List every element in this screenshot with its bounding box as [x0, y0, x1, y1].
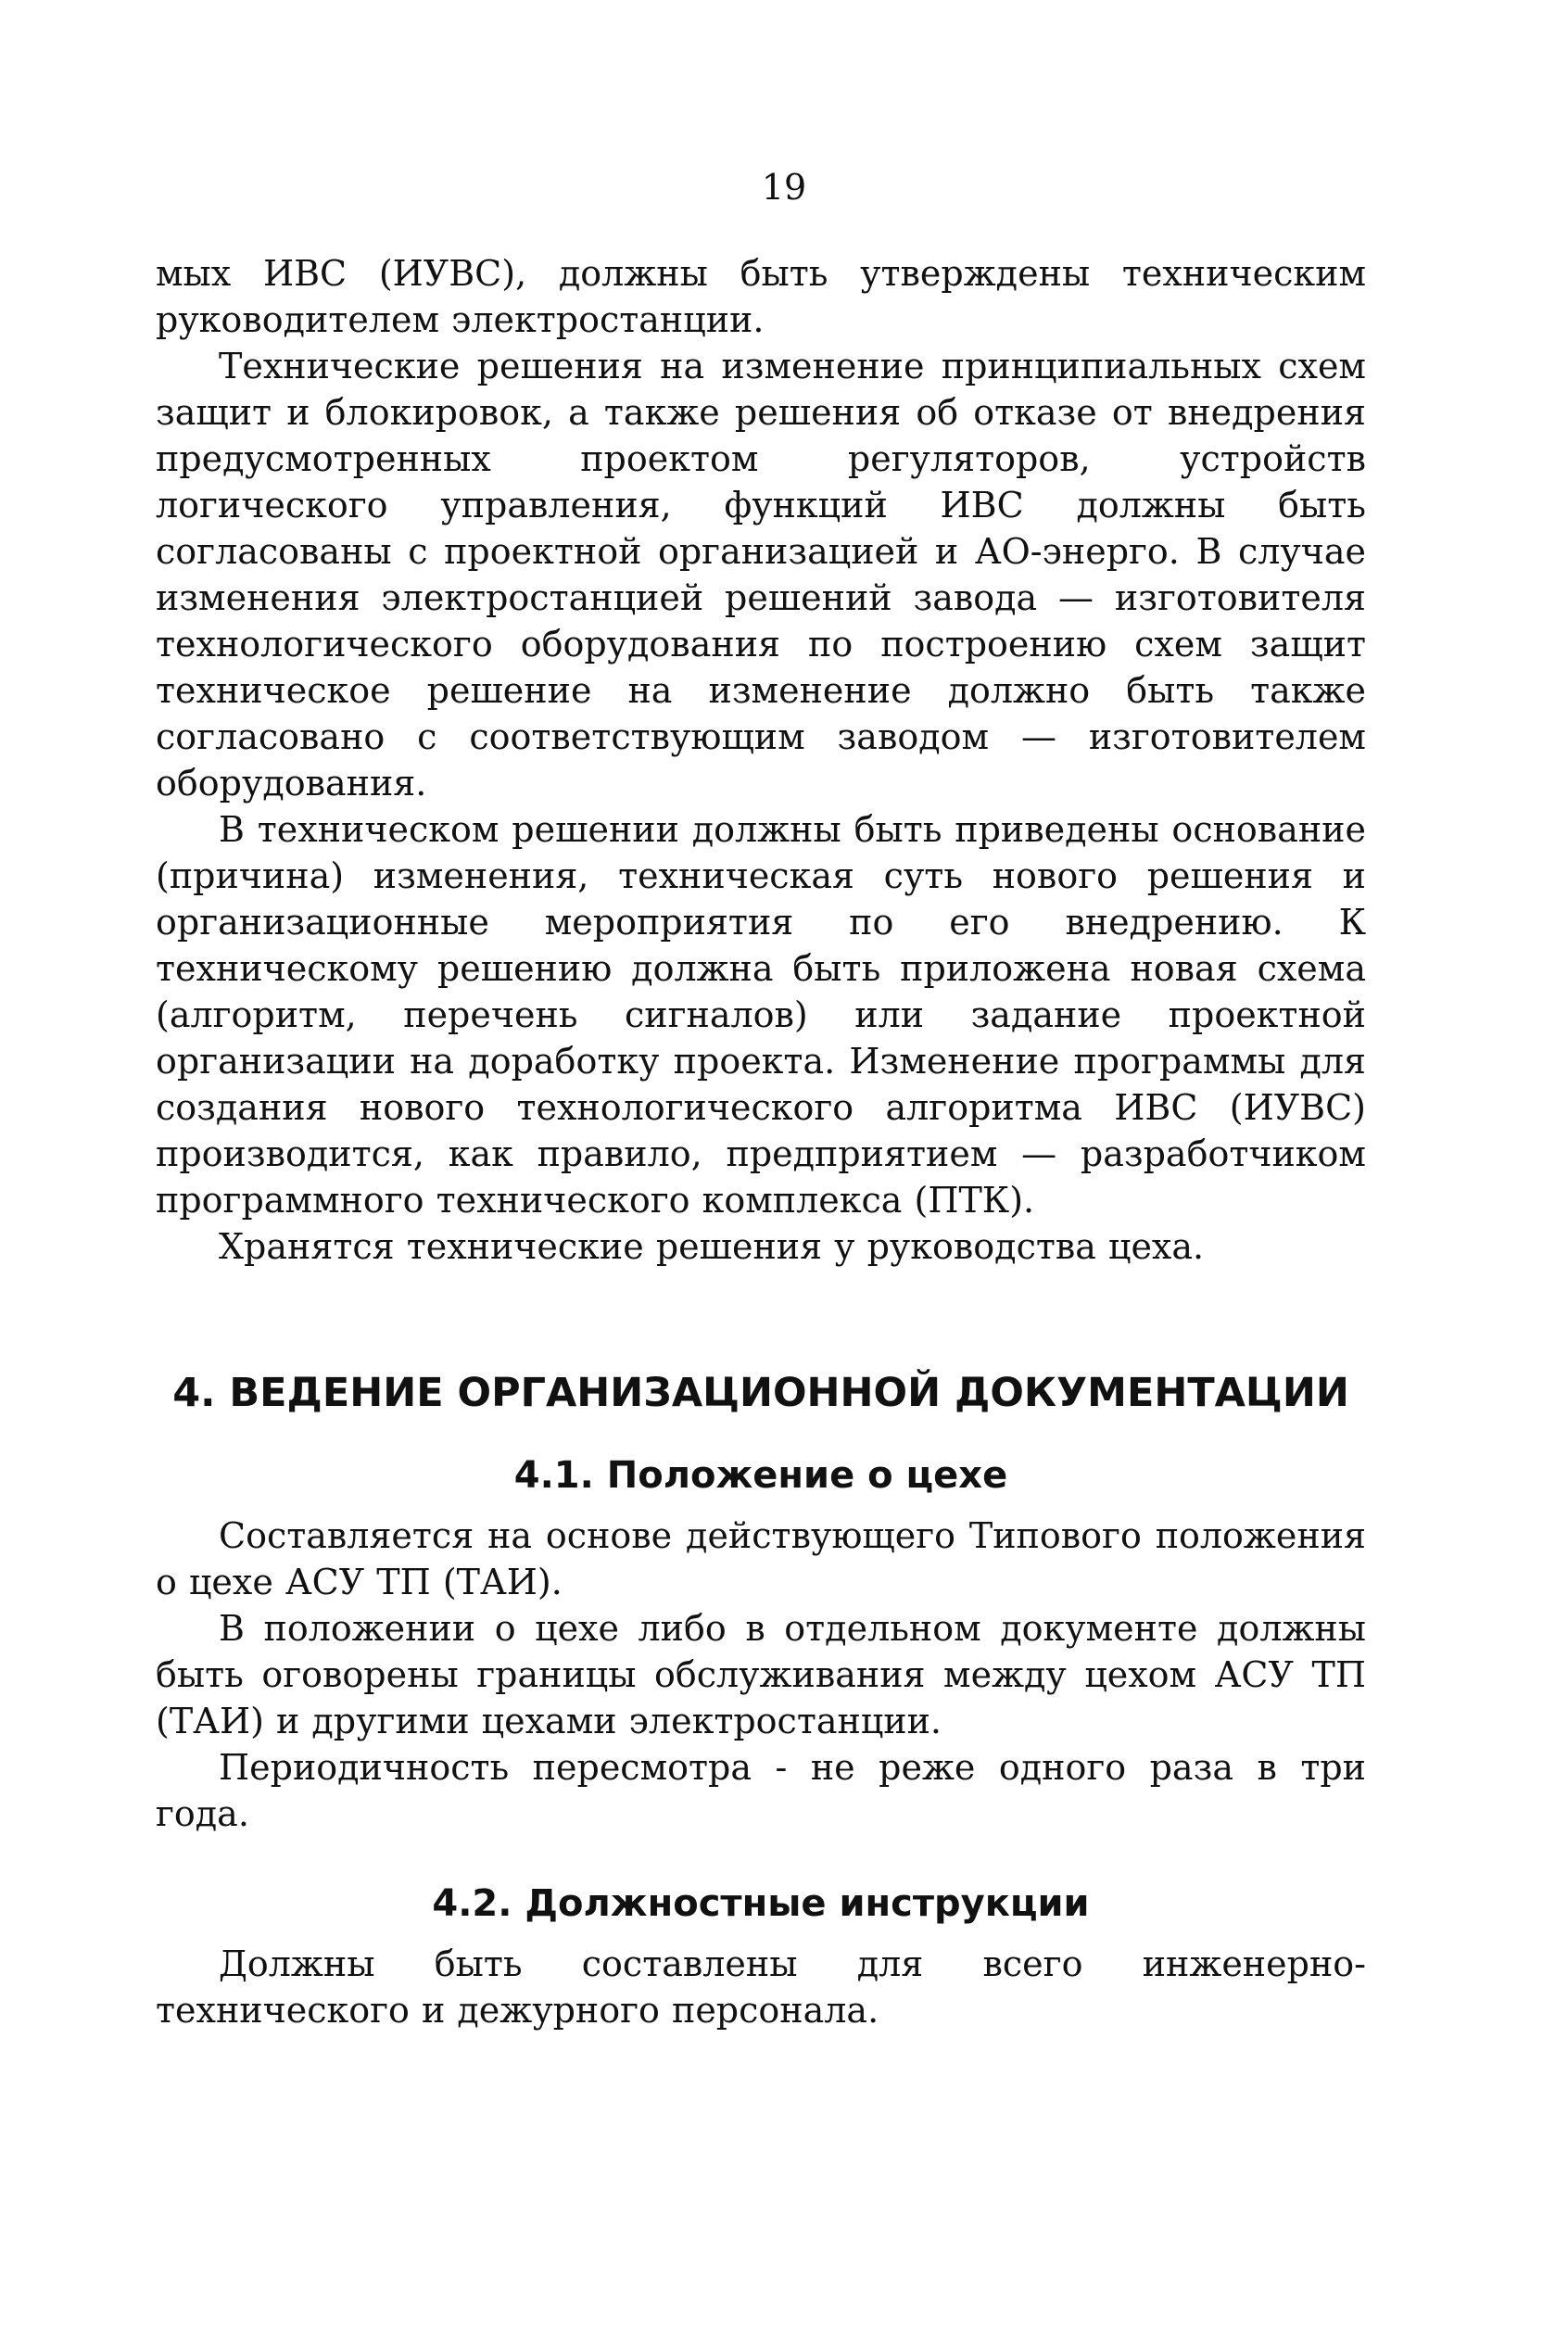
paragraph-service-boundaries: В положении о цехе либо в отдельном документе должны быть оговорены границы обслуживания между цехом АСУ ТП (ТАИ) и другими цехами электростанции. — [156, 1608, 1366, 1741]
paragraph-decision-contents: В техническом решении должны быть приведены основание (причина) изменения, техническая суть нового решения и организационные мероприятия по его внедрению. К техническому решению должна быть приложена новая схема (алгоритм, перечень сигналов) или задание проектной организации на доработку проекта. Изменение программы для создания нового технологического алгоритма ИВС (ИУВС) производится, как правило, предприятием — разработчиком программного технического комплекса (ПТК). — [156, 809, 1366, 1221]
paragraph-regulation-basis: Составляется на основе действующего Типового положения о цехе АСУ ТП (ТАИ). — [156, 1515, 1366, 1602]
page-number: 19 — [761, 167, 807, 208]
paragraph-continuation: мых ИВС (ИУВС), должны быть утверждены техническим руководителем электростанции. — [156, 253, 1366, 340]
subsection-title-workshop-regulation: 4.1. Положение о цехе — [513, 1454, 1008, 1497]
page-content — [156, 250, 1366, 2033]
subsection-title-job-instructions: 4.2. Должностные инструкции — [432, 1882, 1090, 1925]
paragraph-review-period: Периодичность пересмотра - не реже одного раза в три года. — [156, 1747, 1366, 1834]
paragraph-technical-decisions: Технические решения на изменение принципиальных схем защит и блокировок, а также решения об отказе от внедрения предусмотренных проектом регуляторов, устройств логического управления, функций ИВС должны быть согласованы с проектной организацией и АО-энерго. В случае изменения электростанцией решений завода — изготовителя технологического оборудования по построению схем защит техническое решение на изменение должно быть также согласовано с соответствующим заводом — изготовителем оборудования. — [156, 346, 1366, 804]
paragraph-storage: Хранятся технические решения у руководства цеха. — [219, 1226, 1205, 1267]
section-title: 4. ВЕДЕНИЕ ОРГАНИЗАЦИОННОЙ ДОКУМЕНТАЦИИ — [172, 1370, 1349, 1416]
paragraph-job-instructions: Должны быть составлены для всего инженерно-технического и дежурного персонала. — [156, 1943, 1366, 2031]
